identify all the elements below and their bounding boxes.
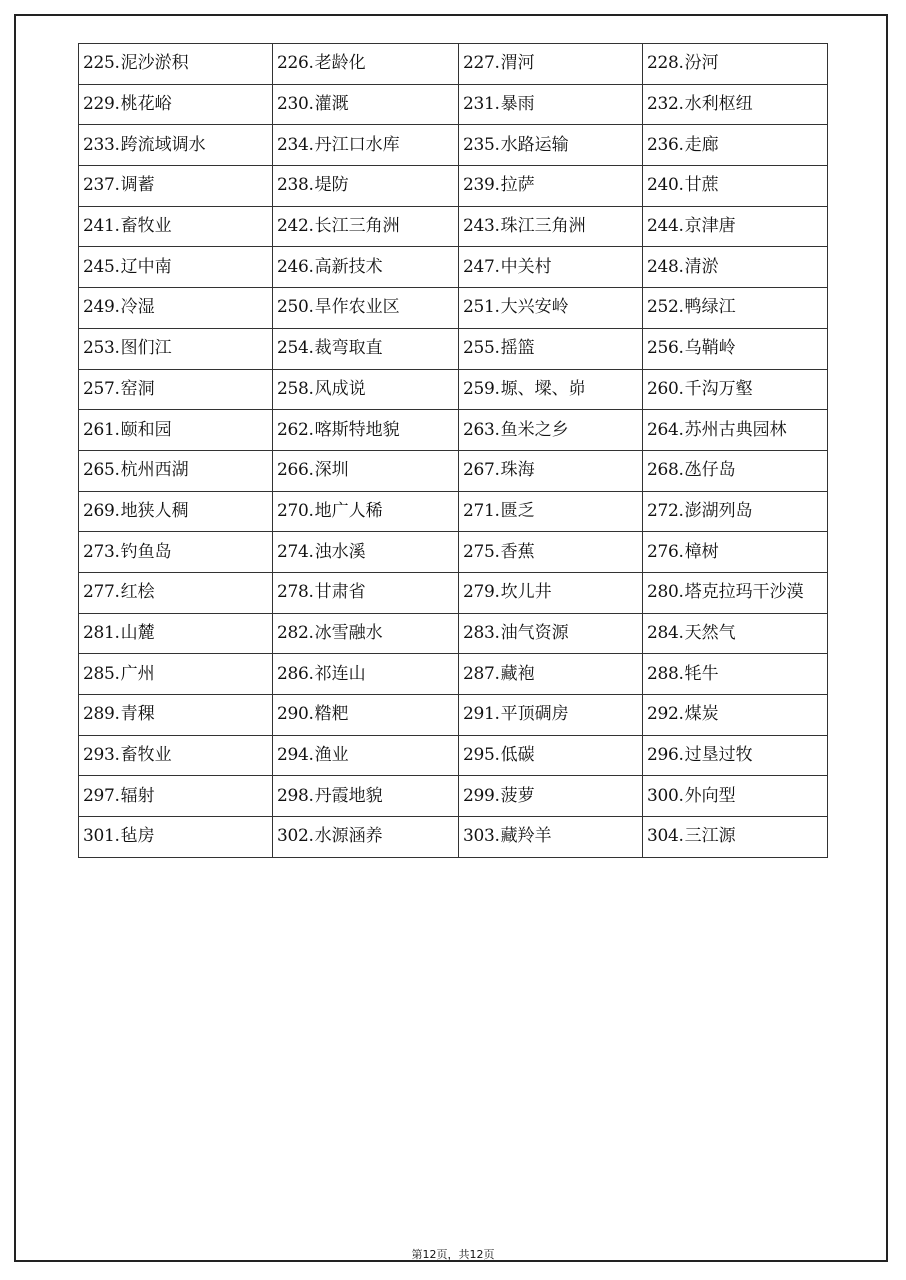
entry-term: 钓鱼岛 <box>120 541 172 562</box>
glossary-cell <box>459 776 643 817</box>
table-row <box>79 166 828 207</box>
entry-number: 252. <box>647 297 684 318</box>
entry-term: 水源涵养 <box>314 826 383 847</box>
entry-term: 高新技术 <box>314 256 383 277</box>
entry-number: 302. <box>277 826 314 847</box>
entry-term: 珠江三角洲 <box>500 216 586 237</box>
entry-term: 老龄化 <box>314 53 366 74</box>
entry-number: 237. <box>83 175 120 196</box>
entry-term: 外向型 <box>684 785 736 806</box>
entry-number: 232. <box>647 94 684 115</box>
glossary-cell <box>643 654 828 695</box>
glossary-cell <box>643 84 828 125</box>
entry-number: 273. <box>83 541 120 562</box>
entry-term: 风成说 <box>314 378 366 399</box>
entry-term: 冰雪融水 <box>314 622 383 643</box>
table-row <box>79 491 828 532</box>
entry-number: 233. <box>83 134 120 155</box>
table-row <box>79 247 828 288</box>
table-row <box>79 817 828 858</box>
entry-term: 渔业 <box>314 745 349 766</box>
glossary-cell <box>459 735 643 776</box>
glossary-cell <box>79 776 273 817</box>
glossary-cell <box>643 450 828 491</box>
entry-number: 226. <box>277 53 314 74</box>
glossary-cell <box>643 166 828 207</box>
entry-number: 274. <box>277 541 314 562</box>
glossary-cell <box>273 817 459 858</box>
entry-number: 235. <box>463 134 500 155</box>
entry-number: 269. <box>83 500 120 521</box>
glossary-cell <box>273 369 459 410</box>
glossary-cell <box>273 410 459 451</box>
entry-number: 301. <box>83 826 120 847</box>
entry-number: 297. <box>83 785 120 806</box>
table-row <box>79 369 828 410</box>
table-row <box>79 328 828 369</box>
glossary-cell <box>79 166 273 207</box>
glossary-cell <box>459 369 643 410</box>
entry-number: 251. <box>463 297 500 318</box>
entry-term: 渭河 <box>500 53 535 74</box>
entry-number: 236. <box>647 134 684 155</box>
entry-number: 230. <box>277 94 314 115</box>
glossary-cell <box>273 735 459 776</box>
entry-number: 286. <box>277 663 314 684</box>
entry-term: 过垦过牧 <box>684 745 753 766</box>
entry-number: 270. <box>277 500 314 521</box>
glossary-cell <box>79 288 273 329</box>
entry-term: 杭州西湖 <box>120 460 189 481</box>
glossary-cell <box>643 125 828 166</box>
glossary-cell <box>459 288 643 329</box>
glossary-cell <box>79 328 273 369</box>
glossary-cell <box>79 206 273 247</box>
entry-number: 268. <box>647 460 684 481</box>
glossary-cell <box>459 532 643 573</box>
entry-term: 千沟万壑 <box>684 378 753 399</box>
glossary-cell <box>79 84 273 125</box>
entry-number: 258. <box>277 378 314 399</box>
entry-number: 278. <box>277 582 314 603</box>
entry-term: 窑洞 <box>120 378 155 399</box>
entry-term: 乌鞘岭 <box>684 338 736 359</box>
table-row <box>79 613 828 654</box>
glossary-cell <box>273 125 459 166</box>
entry-term: 暴雨 <box>500 94 535 115</box>
entry-term: 山麓 <box>120 622 155 643</box>
entry-number: 277. <box>83 582 120 603</box>
glossary-cell <box>459 654 643 695</box>
entry-term: 甘肃省 <box>314 582 366 603</box>
glossary-cell <box>643 491 828 532</box>
entry-term: 天然气 <box>684 622 736 643</box>
table-row <box>79 450 828 491</box>
glossary-cell <box>643 206 828 247</box>
entry-number: 293. <box>83 745 120 766</box>
entry-number: 292. <box>647 704 684 725</box>
entry-term: 地狭人稠 <box>120 500 189 521</box>
entry-number: 249. <box>83 297 120 318</box>
entry-number: 279. <box>463 582 500 603</box>
glossary-cell <box>273 695 459 736</box>
entry-term: 丹江口水库 <box>314 134 400 155</box>
glossary-cell <box>643 572 828 613</box>
glossary-cell <box>643 44 828 85</box>
glossary-cell <box>459 450 643 491</box>
entry-term: 清淤 <box>684 256 719 277</box>
entry-number: 304. <box>647 826 684 847</box>
glossary-cell <box>459 84 643 125</box>
glossary-cell <box>79 572 273 613</box>
glossary-cell <box>79 491 273 532</box>
entry-term: 樟树 <box>684 541 719 562</box>
entry-number: 228. <box>647 53 684 74</box>
entry-term: 氹仔岛 <box>684 460 736 481</box>
entry-term: 澎湖列岛 <box>684 500 753 521</box>
entry-term: 祁连山 <box>314 663 366 684</box>
glossary-cell <box>459 125 643 166</box>
entry-term: 鱼米之乡 <box>500 419 569 440</box>
entry-term: 辐射 <box>120 785 155 806</box>
entry-term: 汾河 <box>684 53 719 74</box>
entry-number: 265. <box>83 460 120 481</box>
entry-term: 水利枢纽 <box>684 94 753 115</box>
glossary-cell <box>643 247 828 288</box>
table-row <box>79 44 828 85</box>
glossary-cell <box>273 84 459 125</box>
entry-number: 225. <box>83 53 120 74</box>
glossary-cell <box>273 44 459 85</box>
entry-term: 甘蔗 <box>684 175 719 196</box>
glossary-cell <box>643 695 828 736</box>
glossary-cell <box>79 369 273 410</box>
entry-number: 262. <box>277 419 314 440</box>
entry-term: 冷湿 <box>120 297 155 318</box>
entry-number: 285. <box>83 663 120 684</box>
glossary-cell <box>79 410 273 451</box>
glossary-cell <box>459 695 643 736</box>
glossary-cell <box>459 44 643 85</box>
entry-number: 267. <box>463 460 500 481</box>
entry-term: 藏袍 <box>500 663 535 684</box>
entry-term: 煤炭 <box>684 704 719 725</box>
entry-number: 253. <box>83 338 120 359</box>
glossary-cell <box>643 735 828 776</box>
entry-number: 244. <box>647 216 684 237</box>
glossary-table <box>78 43 828 858</box>
entry-term: 深圳 <box>314 460 349 481</box>
entry-number: 254. <box>277 338 314 359</box>
entry-number: 291. <box>463 704 500 725</box>
entry-term: 旱作农业区 <box>314 297 400 318</box>
entry-number: 299. <box>463 785 500 806</box>
glossary-cell <box>643 328 828 369</box>
entry-term: 牦牛 <box>684 663 719 684</box>
glossary-cell <box>459 817 643 858</box>
entry-term: 油气资源 <box>500 622 569 643</box>
entry-term: 红桧 <box>120 582 155 603</box>
entry-number: 281. <box>83 622 120 643</box>
glossary-cell <box>79 450 273 491</box>
table-row <box>79 695 828 736</box>
glossary-cell <box>273 328 459 369</box>
glossary-cell <box>459 410 643 451</box>
entry-number: 259. <box>463 378 500 399</box>
entry-term: 跨流域调水 <box>120 134 206 155</box>
entry-number: 247. <box>463 256 500 277</box>
glossary-cell <box>459 166 643 207</box>
entry-number: 231. <box>463 94 500 115</box>
entry-term: 匮乏 <box>500 500 535 521</box>
entry-number: 282. <box>277 622 314 643</box>
glossary-cell <box>273 450 459 491</box>
entry-number: 263. <box>463 419 500 440</box>
table-row <box>79 776 828 817</box>
glossary-cell <box>273 206 459 247</box>
glossary-cell <box>643 613 828 654</box>
entry-number: 245. <box>83 256 120 277</box>
glossary-cell <box>79 44 273 85</box>
entry-number: 283. <box>463 622 500 643</box>
entry-number: 257. <box>83 378 120 399</box>
table-row <box>79 410 828 451</box>
glossary-cell <box>273 288 459 329</box>
entry-term: 灌溉 <box>314 94 349 115</box>
entry-number: 246. <box>277 256 314 277</box>
glossary-cell <box>273 247 459 288</box>
glossary-cell <box>643 532 828 573</box>
entry-number: 290. <box>277 704 314 725</box>
entry-term: 堤防 <box>314 175 349 196</box>
entry-term: 摇篮 <box>500 338 535 359</box>
entry-term: 菠萝 <box>500 785 535 806</box>
glossary-cell <box>643 369 828 410</box>
entry-term: 三江源 <box>684 826 736 847</box>
glossary-cell <box>459 328 643 369</box>
table-row <box>79 572 828 613</box>
entry-term: 低碳 <box>500 745 535 766</box>
glossary-cell <box>459 206 643 247</box>
entry-term: 塬、墚、峁 <box>500 378 586 399</box>
entry-number: 229. <box>83 94 120 115</box>
entry-number: 276. <box>647 541 684 562</box>
table-row <box>79 84 828 125</box>
glossary-cell <box>79 613 273 654</box>
entry-number: 296. <box>647 745 684 766</box>
entry-term: 图们江 <box>120 338 172 359</box>
entry-term: 毡房 <box>120 826 155 847</box>
entry-term: 裁弯取直 <box>314 338 383 359</box>
entry-term: 珠海 <box>500 460 535 481</box>
entry-term: 大兴安岭 <box>500 297 569 318</box>
entry-term: 藏羚羊 <box>500 826 552 847</box>
entry-term: 畜牧业 <box>120 745 172 766</box>
entry-term: 广州 <box>120 663 155 684</box>
glossary-cell <box>79 125 273 166</box>
entry-number: 250. <box>277 297 314 318</box>
glossary-cell <box>79 654 273 695</box>
entry-term: 丹霞地貌 <box>314 785 383 806</box>
table-row <box>79 125 828 166</box>
entry-number: 256. <box>647 338 684 359</box>
entry-number: 242. <box>277 216 314 237</box>
entry-term: 苏州古典园林 <box>684 419 787 440</box>
glossary-cell <box>643 288 828 329</box>
entry-term: 喀斯特地貌 <box>314 419 400 440</box>
entry-term: 畜牧业 <box>120 216 172 237</box>
entry-number: 298. <box>277 785 314 806</box>
glossary-cell <box>273 491 459 532</box>
glossary-cell <box>273 572 459 613</box>
entry-term: 长江三角洲 <box>314 216 400 237</box>
entry-number: 248. <box>647 256 684 277</box>
entry-term: 辽中南 <box>120 256 172 277</box>
entry-number: 275. <box>463 541 500 562</box>
entry-number: 241. <box>83 216 120 237</box>
entry-term: 坎儿井 <box>500 582 552 603</box>
glossary-cell <box>459 491 643 532</box>
glossary-cell <box>459 572 643 613</box>
entry-number: 288. <box>647 663 684 684</box>
glossary-cell <box>459 613 643 654</box>
glossary-cell <box>643 776 828 817</box>
entry-number: 227. <box>463 53 500 74</box>
entry-term: 水路运输 <box>500 134 569 155</box>
entry-term: 塔克拉玛干沙漠 <box>684 582 804 603</box>
table-row <box>79 532 828 573</box>
entry-number: 271. <box>463 500 500 521</box>
glossary-cell <box>273 613 459 654</box>
glossary-cell <box>273 654 459 695</box>
page-number-footer: 第12页，共12页 <box>411 1248 495 1261</box>
entry-number: 255. <box>463 338 500 359</box>
glossary-cell <box>79 735 273 776</box>
table-row <box>79 654 828 695</box>
entry-number: 272. <box>647 500 684 521</box>
entry-number: 294. <box>277 745 314 766</box>
table-row <box>79 735 828 776</box>
glossary-cell <box>643 410 828 451</box>
entry-term: 糌粑 <box>314 704 349 725</box>
entry-term: 拉萨 <box>500 175 535 196</box>
entry-term: 泥沙淤积 <box>120 53 189 74</box>
entry-number: 261. <box>83 419 120 440</box>
entry-term: 青稞 <box>120 704 155 725</box>
entry-term: 调蓄 <box>120 175 155 196</box>
entry-number: 260. <box>647 378 684 399</box>
entry-term: 颐和园 <box>120 419 172 440</box>
entry-number: 295. <box>463 745 500 766</box>
entry-term: 走廊 <box>684 134 719 155</box>
table-row <box>79 288 828 329</box>
glossary-cell <box>459 247 643 288</box>
entry-number: 289. <box>83 704 120 725</box>
entry-number: 303. <box>463 826 500 847</box>
glossary-cell <box>79 695 273 736</box>
entry-number: 238. <box>277 175 314 196</box>
entry-term: 浊水溪 <box>314 541 366 562</box>
entry-term: 鸭绿江 <box>684 297 736 318</box>
entry-number: 234. <box>277 134 314 155</box>
entry-number: 239. <box>463 175 500 196</box>
glossary-table-body <box>79 44 828 858</box>
entry-number: 280. <box>647 582 684 603</box>
entry-term: 桃花峪 <box>120 94 172 115</box>
entry-term: 京津唐 <box>684 216 736 237</box>
glossary-cell <box>79 247 273 288</box>
entry-number: 266. <box>277 460 314 481</box>
glossary-cell <box>79 817 273 858</box>
glossary-cell <box>79 532 273 573</box>
table-row <box>79 206 828 247</box>
entry-number: 300. <box>647 785 684 806</box>
entry-number: 264. <box>647 419 684 440</box>
entry-term: 香蕉 <box>500 541 535 562</box>
glossary-cell <box>273 166 459 207</box>
entry-number: 240. <box>647 175 684 196</box>
entry-number: 243. <box>463 216 500 237</box>
glossary-cell <box>273 532 459 573</box>
glossary-cell <box>273 776 459 817</box>
glossary-cell <box>643 817 828 858</box>
entry-term: 平顶碉房 <box>500 704 569 725</box>
entry-term: 中关村 <box>500 256 552 277</box>
entry-number: 284. <box>647 622 684 643</box>
entry-term: 地广人稀 <box>314 500 383 521</box>
entry-number: 287. <box>463 663 500 684</box>
